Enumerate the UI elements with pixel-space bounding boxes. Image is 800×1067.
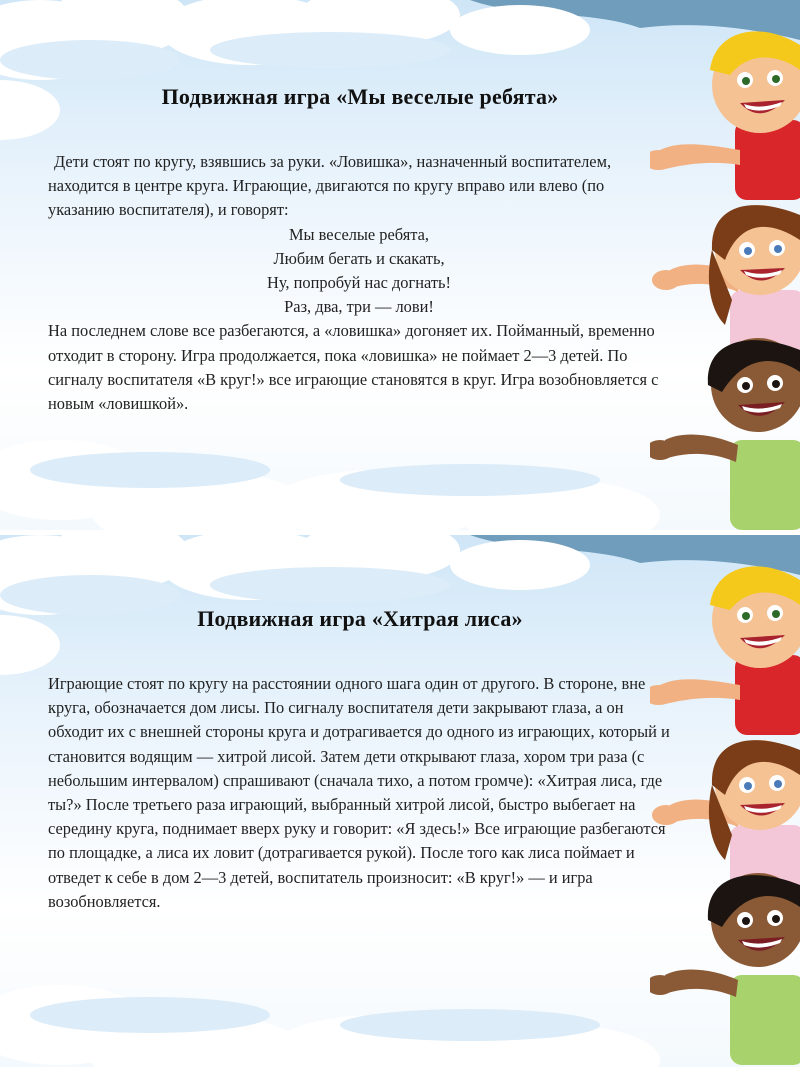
body-paragraph: Играющие стоят по кругу на расстоянии одного шага один от другого. В стороне, вне круга, обозначается дом лисы. По сигналу воспитателя дети закрывают глаза, а он обходит их с внешней стороны круга и дотрагивается до одного из играющих, который и становится водящим — хитрой лисой. Затем дети открывают глаза, хором три раза (с небольшим интервалом) спрашивают (сначала тихо, а потом громче): «Хитрая лиса, где ты?» После третьего раза играющий, выбранный хитрой лисой, быстро выбегает на середину круга, поднимает вверх руку и говорит: «Я здесь!» Все играющие разбегаются по площадке, а лиса их ловит (дотрагивается рукой). После того как лиса поймает и отведет к себе в дом 2—3 детей, воспитатель произносит: «В круг!» — и игра возобновляется. bbox=[48, 674, 670, 911]
poem-line: Мы веселые ребята, bbox=[288, 224, 429, 244]
slide-title: Подвижная игра «Хитрая лиса» bbox=[197, 606, 523, 631]
child-girl-icon bbox=[652, 205, 800, 360]
poem-line: Любим бегать и скакать, bbox=[273, 248, 445, 268]
slide-mery-rebyata bbox=[0, 0, 800, 530]
child-blond-icon bbox=[650, 31, 800, 200]
outro-paragraph: На последнем слове все разбегаются, а «ловишка» догоняет их. Пойманный, временно отходит в сторону. Игра продолжается, пока «ловишка» не поймает 2—3 детей. По сигналу воспитателя «В круг!» все играющие становятся в круг. Игра возобновляется с новым «ловишкой». bbox=[48, 321, 659, 414]
game-description bbox=[48, 150, 670, 416]
child-boy-icon bbox=[650, 873, 800, 1065]
slide-hitraya-lisa bbox=[0, 535, 800, 1067]
poem-line: Раз, два, три — лови! bbox=[284, 297, 434, 317]
children-illustration bbox=[650, 0, 800, 530]
game-description bbox=[48, 672, 670, 914]
child-boy-icon bbox=[650, 338, 800, 530]
slide-title: Подвижная игра «Мы веселые ребята» bbox=[161, 84, 559, 109]
poem bbox=[48, 223, 670, 320]
child-girl-icon bbox=[652, 740, 800, 895]
intro-paragraph: Дети стоят по кругу, взявшись за руки. «Ловишка», назначенный воспитателем, находится в центре круга. Играющие, двигаются по кругу вправо или влево (по указанию воспитателя), и говорят: bbox=[48, 152, 612, 220]
child-blond-icon bbox=[650, 566, 800, 735]
poem-line: Ну, попробуй нас догнать! bbox=[267, 273, 451, 293]
